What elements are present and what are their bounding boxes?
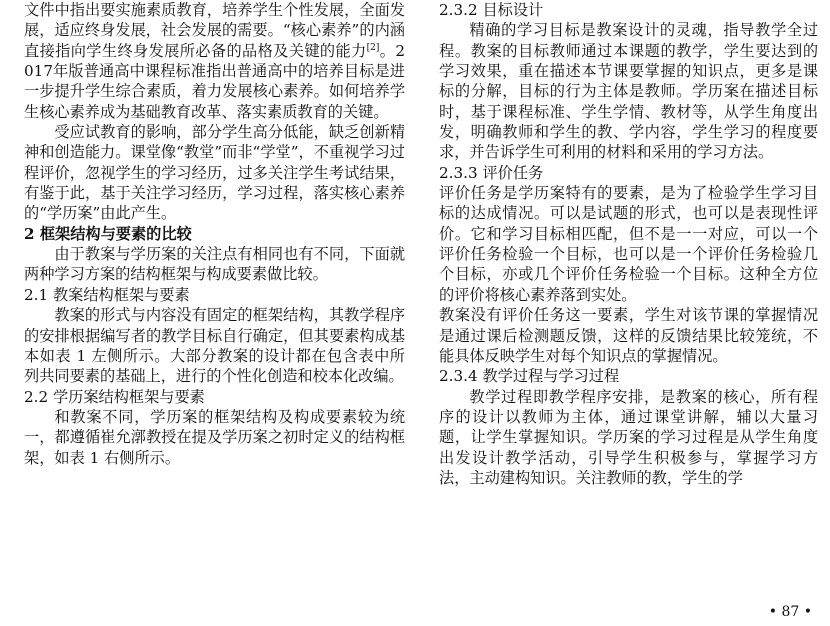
section-heading-2-1: 2.1 教案结构框架与要素 [24, 285, 190, 304]
section-heading-2-3-2: 2.3.2 目标设计 [439, 1, 544, 19]
left-column [24, 0, 405, 468]
right-paragraph-1: 精确的学习目标是教案设计的灵魂，指导教学全过程。教案的目标教师通过本课题的教学，学生要达到的学习效果，重在描述本节课要掌握的知识点，更多是课标的分解，目标的行为主体是教师。学历案在描述目标时，基于课程标准、学生学情、教材等，从学生角度出发，明确教师和学生的教、学内容，学生学习的程度要求，并告诉学生可利用的材料和采用的学习方法。 [439, 21, 818, 162]
citation-ref: [2] [366, 42, 380, 53]
page-number: • 87 • [768, 604, 812, 620]
left-paragraph-1 [24, 0, 405, 122]
left-paragraph-1-main: 文件中指出要实施素质教育，培养学生个性发展，全面发展，适应终身发展，社会发展的需要。“核心素养”的内涵直接指向学生终身发展所必备的品格及关键的能力 [24, 1, 405, 60]
right-paragraph-2: 评价任务是学历案特有的要素，是为了检验学生学习目标的达成情况。可以是试题的形式，也可以是表现性评价。它和学习目标相匹配，但不是一一对应，可以一个评价任务检验一个目标，也可以是一个评价任务检验几个目标，亦或几个评价任务检验一个目标。这种全方位的评价将核心素养落到实处。 [439, 184, 818, 304]
right-paragraph-3: 教案没有评价任务这一要素，学生对该节课的掌握情况是通过课后检测题反馈，这样的反馈结果比较笼统，不能具体反映学生对每个知识点的掌握情况。 [439, 306, 818, 365]
section-heading-2-3-4: 2.3.4 教学过程与学习过程 [439, 367, 620, 386]
section-heading-2-3-3: 2.3.3 评价任务 [439, 163, 544, 182]
left-paragraph-5: 和教案不同，学历案的框架结构及构成要素较为统一，都遵循崔允漷教授在提及学历案之初时定义的结构框架，如表 1 右侧所示。 [24, 407, 405, 467]
left-paragraph-4: 教案的形式与内容没有固定的框架结构，其教学程序的安排根据编写者的教学目标自行确定，但其要素构成基本如表 1 左侧所示。大部分教案的设计都在包含表中所列共同要素的基础上，进行的个性化创造和校本化改编。 [24, 306, 405, 386]
right-paragraph-4: 教学过程即教学程序安排，是教案的核心，所有程序的设计以教师为主体，通过课堂讲解，辅以大量习题，让学生掌握知识。学历案的学习过程是从学生角度出发设计教学活动，引导学生积极参与，掌握学习方法，主动建构知识。关注教师的教，学生的学 [439, 387, 818, 487]
left-paragraph-2: 受应试教育的影响，部分学生高分低能，缺乏创新精神和创造能力。课堂像“教堂”而非“学堂”，不重视学习过程评价，忽视学生的学习经历，过多关注学生考试结果，有鉴于此，基于关注学习经历，学习过程，落实核心素养的“学历案”由此产生。 [24, 123, 405, 223]
left-paragraph-3: 由于教案与学历案的关注点有相同也有不同，下面就两种学习方案的结构框架与构成要素做比较。 [24, 245, 405, 284]
right-column [439, 0, 818, 488]
section-heading-2: 2 框架结构与要素的比较 [24, 224, 192, 243]
section-heading-2-2: 2.2 学历案结构框架与要素 [24, 387, 205, 406]
left-paragraph-1-rest: 。2017年版普通高中课程标准指出普通高中的培养目标是进一步提升学生综合素质，着力发展核心素养。如何培养学生核心素养成为基础教育改革、落实素质教育的关键。 [24, 41, 405, 121]
